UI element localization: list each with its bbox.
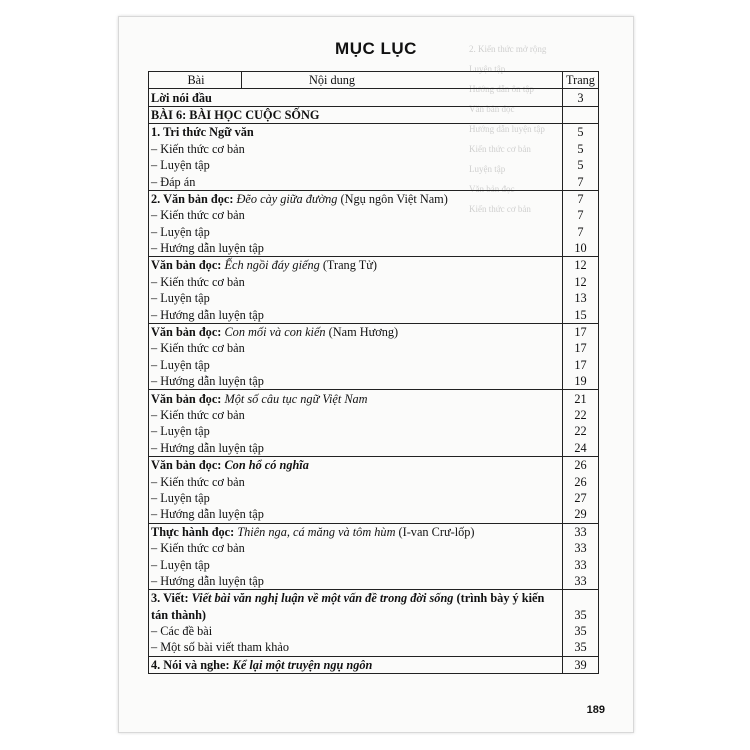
toc-row [149,157,599,173]
toc-page-number: 27 [563,490,599,506]
toc-row [149,106,599,123]
toc-row [149,224,599,240]
toc-entry: Lời nói đầu [149,89,563,106]
toc-entry: – Kiến thức cơ bản [149,141,563,157]
toc-row [149,323,599,340]
toc-page-number: 19 [563,373,599,390]
toc-entry: Văn bản đọc: Một số câu tục ngữ Việt Nam [149,390,563,407]
toc-page-number [563,590,599,607]
toc-row [149,390,599,407]
toc-row [149,306,599,323]
toc-page-number [563,106,599,123]
toc-entry: – Kiến thức cơ bản [149,207,563,223]
toc-row [149,590,599,607]
toc-page-number: 12 [563,257,599,274]
toc-row [149,274,599,290]
toc-row [149,173,599,190]
toc-entry: – Hướng dẫn luyện tập [149,506,563,523]
toc-page-number: 5 [563,141,599,157]
toc-page-number: 35 [563,607,599,623]
toc-page-number: 13 [563,290,599,306]
toc-page-number: 12 [563,274,599,290]
toc-page-number: 33 [563,556,599,572]
toc-entry: – Kiến thức cơ bản [149,540,563,556]
toc-page-number: 15 [563,306,599,323]
toc-entry: Văn bản đọc: Con mối và con kiến (Nam Hương) [149,323,563,340]
toc-page-number: 17 [563,340,599,356]
toc-page-number: 22 [563,407,599,423]
toc-row [149,623,599,639]
toc-entry: – Kiến thức cơ bản [149,274,563,290]
toc-row [149,240,599,257]
toc-entry: 2. Văn bản đọc: Đẽo cày giữa đường (Ngụ ngôn Việt Nam) [149,190,563,207]
toc-page-number: 26 [563,456,599,473]
toc-row [149,257,599,274]
toc-entry: Văn bản đọc: Ếch ngồi đáy giếng (Trang Tử) [149,257,563,274]
toc-page-number: 7 [563,207,599,223]
toc-entry: Thực hành đọc: Thiên nga, cá măng và tôm hùm (I-van Crư-lốp) [149,523,563,540]
bleed-through-text: 2. Kiến thức mở rộng Luyện tập Hướng dẫn ôn tập Văn bản đọc Hướng dẫn luyện tập Kiến thức cơ bản Luyện tập Văn bản đọc Kiến thức cơ bản [469,44,547,214]
toc-entry: – Luyện tập [149,224,563,240]
page-title: MỤC LỤC [335,39,417,58]
toc-entry: – Luyện tập [149,423,563,439]
toc-page-number: 7 [563,173,599,190]
toc-row [149,89,599,106]
toc-entry: – Đáp án [149,173,563,190]
toc-entry: – Luyện tập [149,157,563,173]
toc-entry: – Hướng dẫn luyện tập [149,306,563,323]
toc-row [149,340,599,356]
toc-row [149,407,599,423]
toc-row [149,506,599,523]
toc-entry: BÀI 6: BÀI HỌC CUỘC SỐNG [149,106,563,123]
toc-entry: – Kiến thức cơ bản [149,340,563,356]
toc-row [149,656,599,673]
toc-page-number: 7 [563,224,599,240]
book-page [118,16,634,733]
toc-entry: – Hướng dẫn luyện tập [149,440,563,457]
toc-entry: – Hướng dẫn luyện tập [149,373,563,390]
toc-page-number: 35 [563,639,599,656]
toc-row [149,290,599,306]
toc-page-number: 22 [563,423,599,439]
toc-entry: – Kiến thức cơ bản [149,473,563,489]
page-number: 189 [586,704,605,716]
toc-row [149,357,599,373]
toc-entry: – Hướng dẫn luyện tập [149,573,563,590]
toc-page-number: 5 [563,157,599,173]
toc-entry: – Luyện tập [149,556,563,572]
toc-row [149,440,599,457]
toc-row [149,124,599,141]
toc-entry: – Luyện tập [149,490,563,506]
toc-row [149,639,599,656]
toc-row [149,490,599,506]
toc-page-number: 17 [563,323,599,340]
toc-row [149,473,599,489]
toc-row [149,607,599,623]
column-header-content: Nội dung [308,73,356,88]
toc-page-number: 29 [563,506,599,523]
toc-entry: – Kiến thức cơ bản [149,407,563,423]
toc-page-number: 33 [563,523,599,540]
column-header-lesson: Bài [151,72,242,88]
toc-page-number: 5 [563,124,599,141]
toc-entry: – Luyện tập [149,290,563,306]
toc-row [149,540,599,556]
toc-page-number: 26 [563,473,599,489]
toc-row [149,190,599,207]
toc-page-number: 33 [563,540,599,556]
toc-entry: Văn bản đọc: Con hổ có nghĩa [149,456,563,473]
toc-page-number: 24 [563,440,599,457]
toc-row [149,556,599,572]
toc-entry: – Các đề bài [149,623,563,639]
column-header-page: Trang [563,72,599,89]
toc-page-number: 10 [563,240,599,257]
toc-page-number: 35 [563,623,599,639]
toc-row [149,573,599,590]
toc-entry: 3. Viết: Viết bài văn nghị luận về một vấn đề trong đời sống (trình bày ý kiến [149,590,563,607]
toc-page-number: 17 [563,357,599,373]
toc-row [149,141,599,157]
toc-page-number: 3 [563,89,599,106]
toc-row [149,456,599,473]
toc-entry: – Luyện tập [149,357,563,373]
toc-row [149,373,599,390]
toc-entry: – Hướng dẫn luyện tập [149,240,563,257]
toc-row [149,523,599,540]
toc-entry: – Một số bài viết tham khảo [149,639,563,656]
table-of-contents [148,71,599,674]
table-header-row [149,72,599,89]
toc-entry: 4. Nói và nghe: Kể lại một truyện ngụ ngôn [149,656,563,673]
toc-page-number: 7 [563,190,599,207]
toc-row [149,423,599,439]
toc-row [149,207,599,223]
toc-page-number: 21 [563,390,599,407]
toc-entry: 1. Tri thức Ngữ văn [149,124,563,141]
toc-entry-continued: tán thành) [149,607,563,623]
toc-page-number: 39 [563,656,599,673]
toc-page-number: 33 [563,573,599,590]
